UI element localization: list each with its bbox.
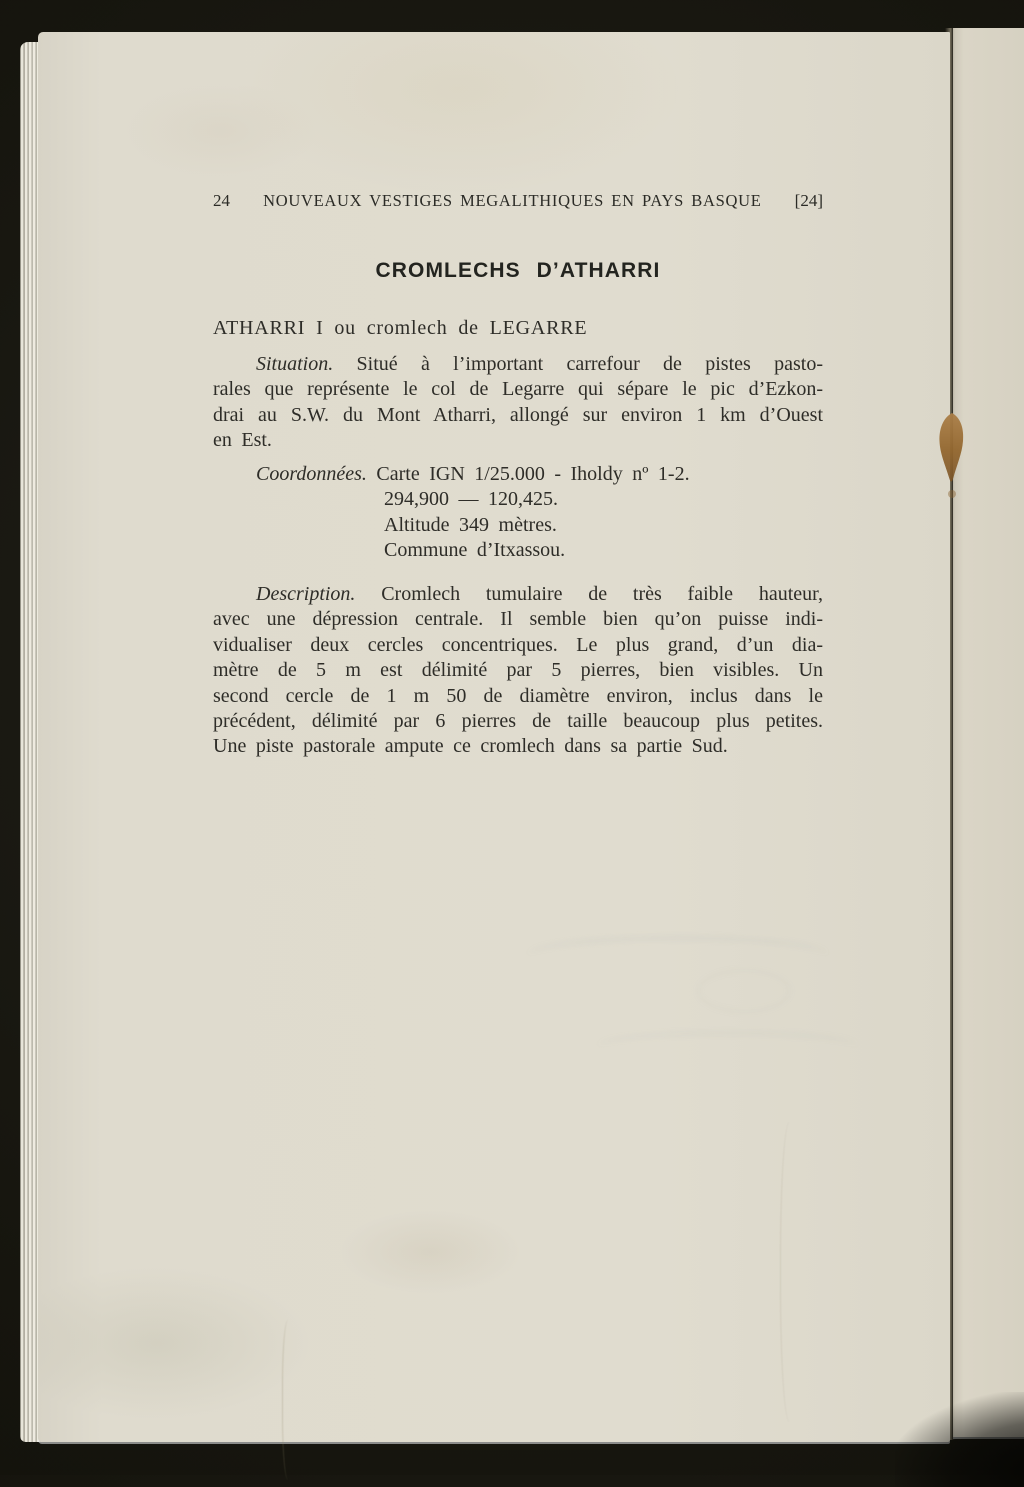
text-line: précédent, délimité par 6 pierres de taille beaucoup plus petites.	[213, 710, 823, 733]
section-label: Coordonnées.	[256, 463, 367, 485]
folio-left: 24	[213, 191, 230, 210]
paragraph-situation	[213, 352, 823, 454]
facing-page-edge	[953, 28, 1024, 1437]
section-heading: ATHARRI I ou cromlech de LEGARRE	[213, 317, 588, 339]
text-line: Description. Cromlech tumulaire de très faible hauteur,	[256, 583, 823, 605]
text-line: Commune d’Itxassou.	[384, 539, 566, 562]
brown-stain	[936, 410, 968, 506]
text-line: Coordonnées. Carte IGN 1/25.000 - Iholdy nº 1-2.	[256, 463, 690, 485]
text-line: en Est.	[213, 429, 272, 452]
corner-shadow	[895, 1392, 1024, 1487]
text-line: 294,900 — 120,425.	[384, 488, 558, 511]
text-line: vidualiser deux cercles concentriques. Le plus grand, d’un dia-	[213, 633, 823, 656]
text-line: Une piste pastorale ampute ce cromlech dans sa partie Sud.	[213, 735, 728, 758]
text-line: drai au S.W. du Mont Atharri, allongé sur environ 1 km d’Ouest	[213, 403, 823, 426]
text-line: Altitude 349 mètres.	[384, 513, 557, 536]
text-line: avec une dépression centrale. Il semble bien qu’on puisse indi-	[213, 608, 823, 631]
text-line: rales que représente le col de Legarre qui sépare le pic d’Ezkon-	[213, 378, 823, 401]
text-line: second cercle de 1 m 50 de diamètre environ, inclus dans le	[213, 684, 823, 707]
chapter-title: CROMLECHS D’ATHARRI	[375, 259, 661, 282]
folio-right: [24]	[794, 191, 823, 210]
text-line: mètre de 5 m est délimité par 5 pierres, bien visibles. Un	[213, 659, 823, 682]
running-title: NOUVEAUX VESTIGES MEGALITHIQUES EN PAYS BASQUE	[263, 191, 762, 210]
paragraph-description	[213, 582, 823, 760]
text-block	[213, 32, 823, 1442]
book-page	[38, 32, 950, 1442]
section-label: Situation.	[256, 353, 334, 375]
running-header	[213, 188, 823, 213]
section-label: Description.	[256, 583, 356, 605]
text-line: Situation. Situé à l’important carrefour de pistes pasto-	[256, 353, 823, 375]
paragraph-coordonnees	[213, 462, 823, 564]
